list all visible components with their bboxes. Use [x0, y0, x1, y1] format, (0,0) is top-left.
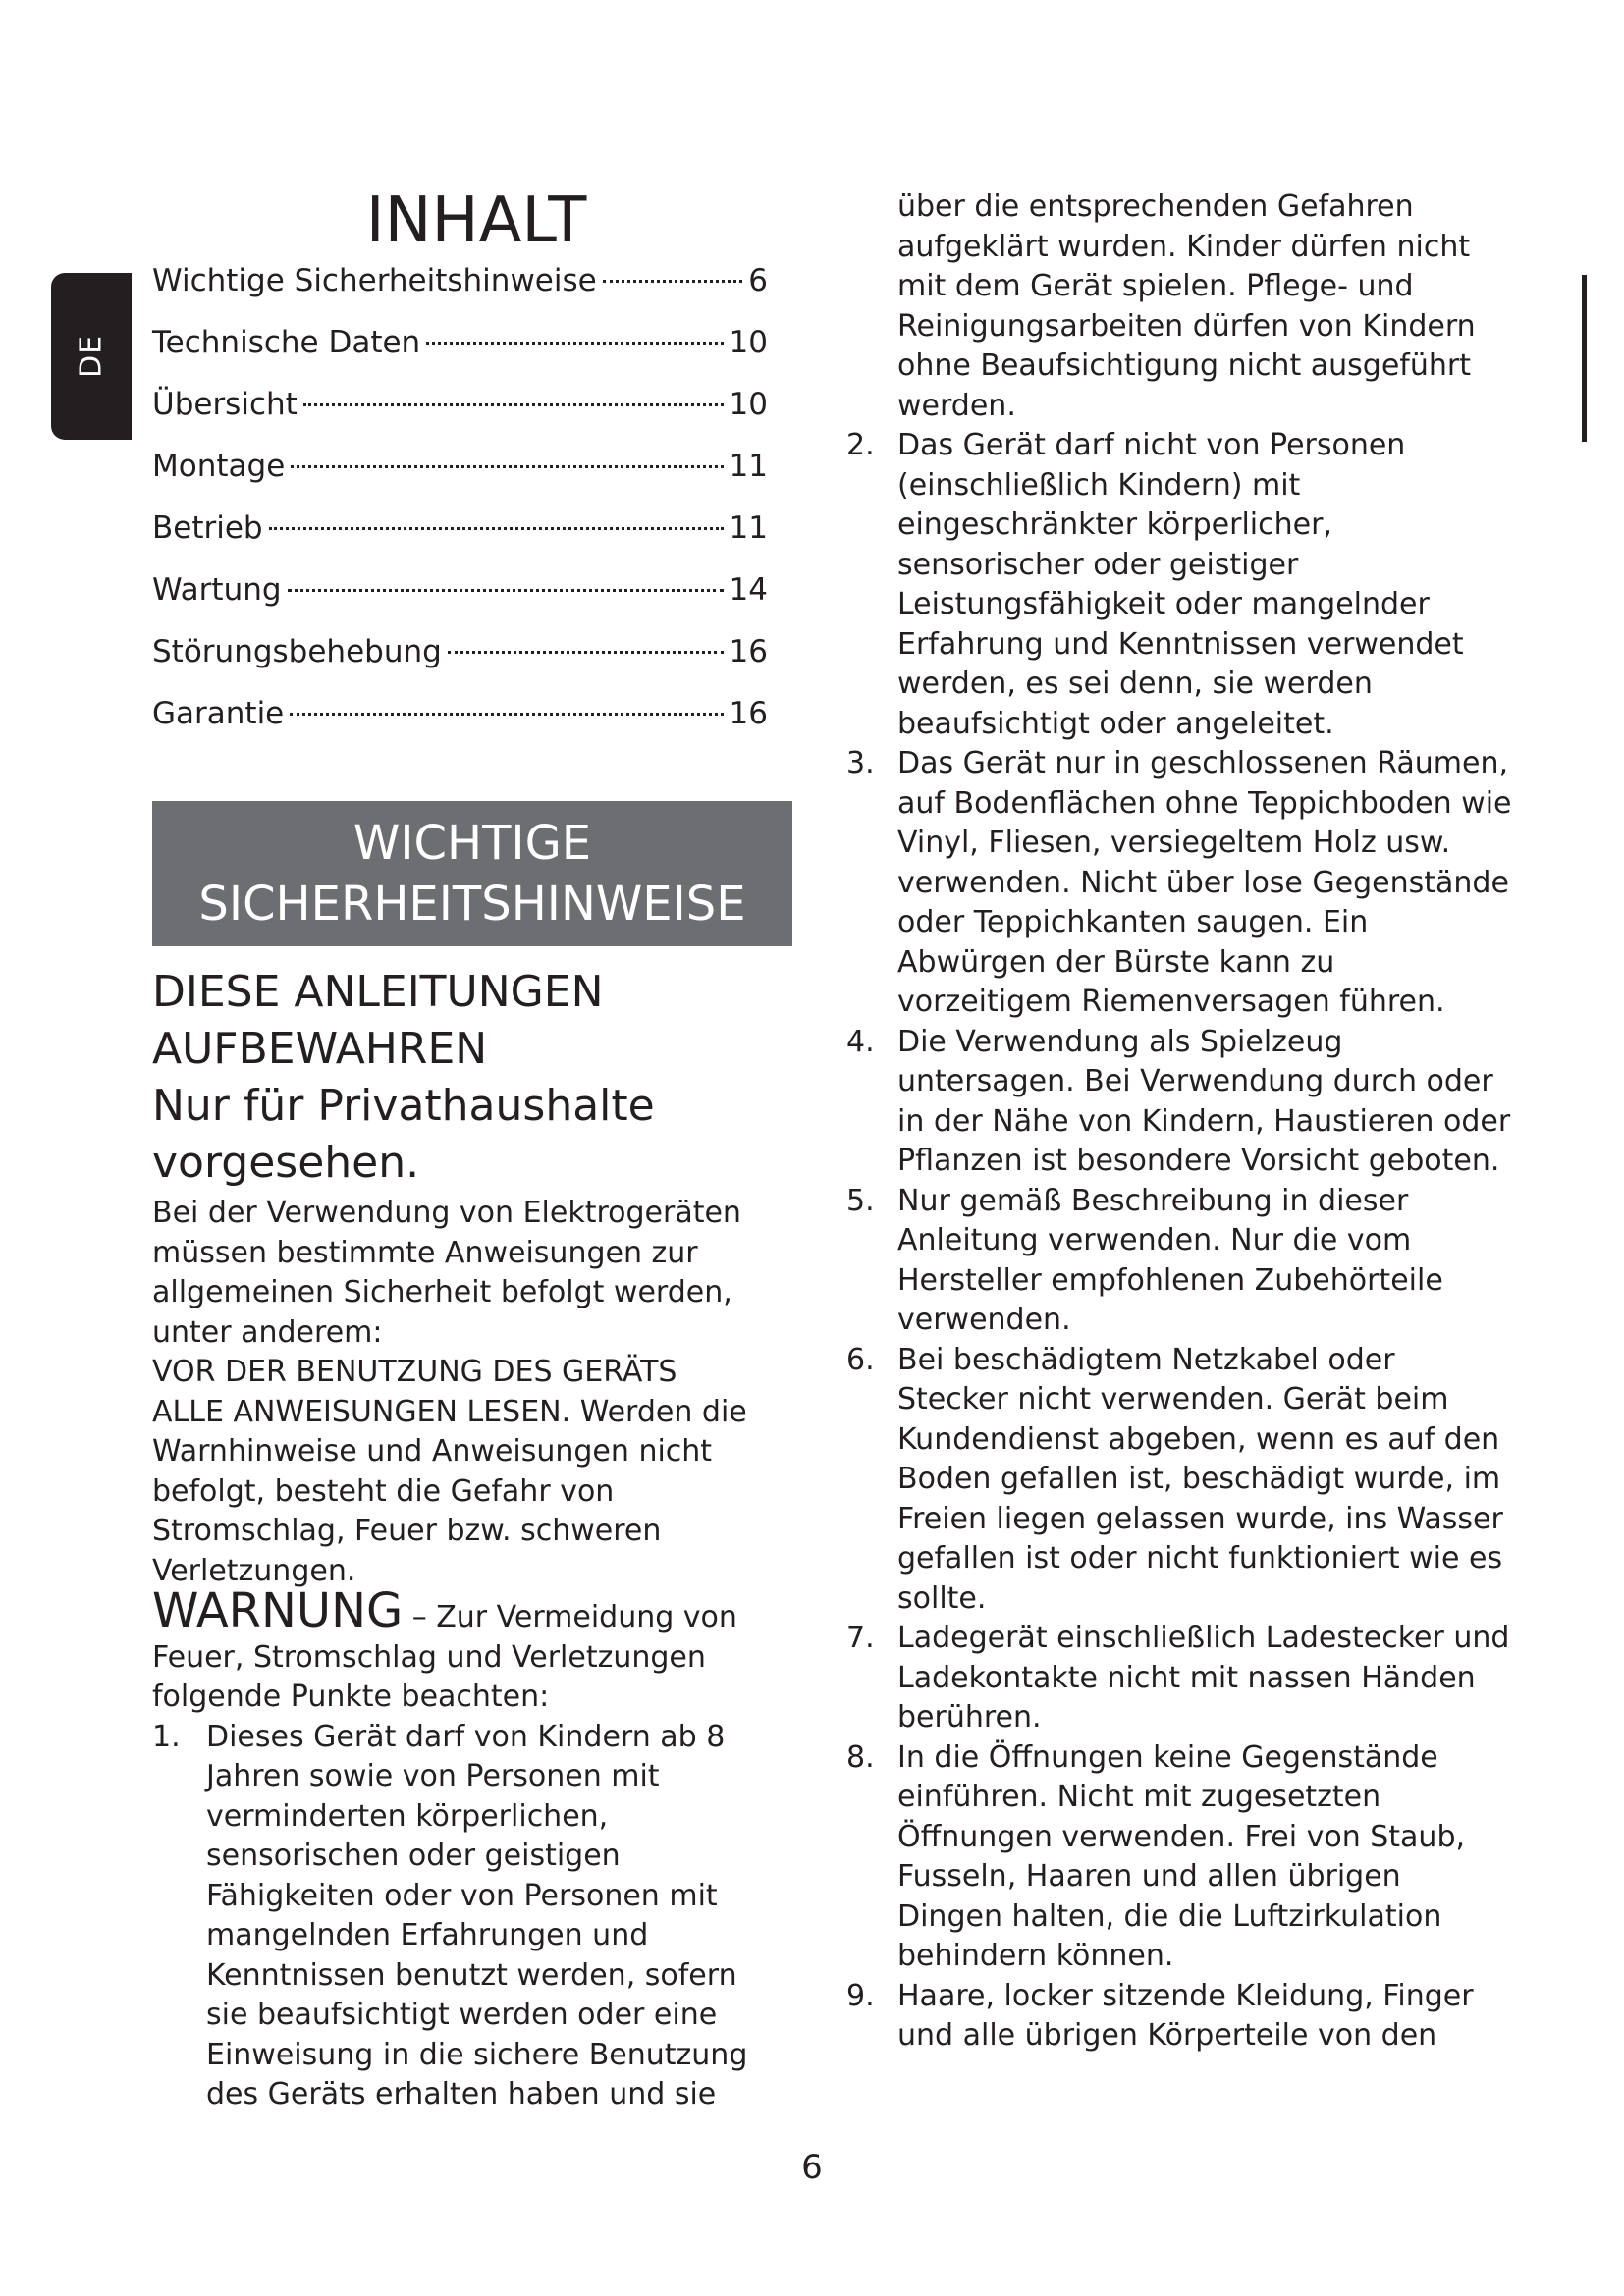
- toc-entry-page: 10: [729, 387, 768, 422]
- toc-leader-dots: [291, 465, 723, 468]
- toc-entry-page: 11: [729, 449, 768, 484]
- toc-leader-dots: [269, 527, 724, 530]
- toc-entry[interactable]: [152, 634, 768, 696]
- toc-entry-page: 10: [729, 325, 768, 360]
- toc-entry-page: 16: [729, 634, 768, 669]
- caps-line2: ALLE ANWEISUNGEN LESEN.: [152, 1394, 571, 1429]
- subheading-household-line1: Nur für Privathaushalte: [152, 1081, 655, 1131]
- list-item: [846, 1619, 1514, 1738]
- toc-entry-label: Betrieb: [152, 510, 263, 546]
- toc-leader-dots: [603, 280, 743, 283]
- list-item: [846, 426, 1514, 744]
- toc-entry-label: Garantie: [152, 696, 285, 731]
- right-column: [846, 187, 1514, 2056]
- toc-entry[interactable]: [152, 572, 768, 634]
- caps-paragraph: [152, 1353, 781, 1591]
- toc-entry[interactable]: [152, 387, 768, 449]
- heading-keep-instructions-line1: DIESE ANLEITUNGEN: [152, 967, 604, 1017]
- intro-paragraph: Bei der Verwendung von Elektrogeräten müssen bestimmte Anweisungen zur allgemeinen Sicherheit befolgt werden, unter anderem:: [152, 1196, 741, 1350]
- caps-followup: Werden die Warnhinweise und Anweisungen nicht befolgt, besteht die Gefahr von Stromschlag, Feuer bzw. schweren Verletzungen.: [152, 1394, 747, 1588]
- toc-entry-label: Montage: [152, 449, 286, 484]
- toc-leader-dots: [426, 342, 723, 345]
- toc-entry-page: 14: [729, 572, 768, 608]
- warning-word: WARNUNG: [152, 1583, 404, 1638]
- list-item-text: Ladegerät einschließlich Ladestecker und Ladekontakte nicht mit nassen Händen berühren.: [897, 1621, 1510, 1735]
- toc-leader-dots: [290, 713, 723, 716]
- list-item: [846, 1182, 1514, 1341]
- list-item-number: 8.: [846, 1739, 875, 1775]
- section-banner-line1: WICHTIGE: [352, 816, 592, 871]
- language-tab-label: DE: [74, 334, 109, 379]
- list-item-text: Die Verwendung als Spielzeug untersagen. Bei Verwendung durch oder in der Nähe von Kindern, Haustieren oder Pflanzen ist besondere Vorsicht geboten.: [897, 1024, 1511, 1178]
- toc-entry-page: 16: [729, 696, 768, 731]
- toc-entry[interactable]: [152, 449, 768, 510]
- list-item: [846, 1738, 1514, 1977]
- page-edge-marker: [1582, 275, 1587, 442]
- safety-list-right: [846, 426, 1514, 2056]
- list-item-number: 9.: [846, 1978, 875, 2013]
- list-item-text: In die Öffnungen keine Gegenstände einführen. Nicht mit zugesetzten Öffnungen verwenden. Frei von Staub, Fusseln, Haaren und allen übrigen Dingen halten, die die Luftzirkulation behindern können.: [897, 1739, 1466, 1973]
- toc-title: INHALT: [365, 185, 587, 257]
- section-banner-line2: SICHERHEITSHINWEISE: [198, 877, 746, 932]
- list-item-text: Dieses Gerät darf von Kindern ab 8 Jahren sowie von Personen mit verminderten körperlichen, sensorischen oder geistigen Fähigkeiten oder von Personen mit mangelnden Erfahrungen und Kenntnissen benutzt werden, sofern sie beaufsichtigt werden oder eine Einweisung in die sichere Benutzung des Geräts erhalten haben und sie: [206, 1719, 748, 2111]
- toc-entry-page: 6: [748, 263, 768, 298]
- list-item-number: 6.: [846, 1342, 875, 1377]
- left-column: [152, 964, 781, 2115]
- list-item-text: Haare, locker sitzende Kleidung, Finger und alle übrigen Körperteile von den: [897, 1978, 1474, 2053]
- list-item-number: 5.: [846, 1183, 875, 1218]
- section-banner: [152, 801, 792, 946]
- list-item: [846, 744, 1514, 1023]
- list-item-number: 7.: [846, 1621, 875, 1655]
- list-item-text: Das Gerät nur in geschlossenen Räumen, auf Bodenflächen ohne Teppichboden wie Vinyl, Fliesen, versiegeltem Holz usw. verwenden. Nicht über lose Gegenstände oder Teppichkanten saugen. Ein Abwürgen der Bürste kann zu vorzeitigem Riemenversagen führen.: [897, 746, 1512, 1019]
- toc-leader-dots: [288, 589, 724, 592]
- toc-entry[interactable]: [152, 696, 768, 758]
- toc-entry[interactable]: [152, 325, 768, 387]
- subheading-household-line2: vorgesehen.: [152, 1138, 420, 1188]
- safety-list-left: [152, 1718, 781, 2115]
- toc-entry-label: Technische Daten: [152, 325, 421, 360]
- toc-leader-dots: [448, 651, 724, 654]
- toc-entry[interactable]: [152, 263, 768, 325]
- list-item-number: 1.: [152, 1719, 181, 1754]
- list-item-text: Bei beschädigtem Netzkabel oder Stecker nicht verwenden. Gerät beim Kundendienst abgeben, wenn es auf den Boden gefallen ist, beschädigt wurde, im Freien liegen gelassen wurde, ins Wasser gefallen ist oder nicht funktioniert wie es sollte.: [897, 1342, 1503, 1616]
- language-tab: [51, 273, 132, 440]
- list-item: [846, 1341, 1514, 1620]
- list-item: [846, 1023, 1514, 1182]
- list-item: [152, 1718, 781, 2115]
- toc-leader-dots: [303, 403, 724, 406]
- list-item-number: 4.: [846, 1024, 875, 1059]
- toc-entry-page: 11: [729, 510, 768, 546]
- list-item-number: 3.: [846, 746, 875, 780]
- page-number: 6: [801, 2148, 823, 2187]
- toc-entry-label: Wichtige Sicherheitshinweise: [152, 263, 597, 298]
- caps-line1: VOR DER BENUTZUNG DES GERÄTS: [152, 1355, 677, 1389]
- toc-entry[interactable]: [152, 510, 768, 572]
- warning-paragraph: [152, 1583, 781, 1718]
- toc-entry-label: Störungsbehebung: [152, 634, 442, 669]
- list-item-text: Das Gerät darf nicht von Personen (einschließlich Kindern) mit eingeschränkter körperlicher, sensorischer oder geistiger Leistungsfähigkeit oder mangelnder Erfahrung und Kenntnissen verwendet werden, es sei denn, sie werden beaufsichtigt oder angeleitet.: [897, 428, 1464, 741]
- toc-entry-label: Wartung: [152, 572, 282, 608]
- list-item-number: 2.: [846, 428, 875, 462]
- table-of-contents: [152, 263, 768, 758]
- list-item: [846, 1977, 1514, 2056]
- warning-text: – Zur Vermeidung von Feuer, Stromschlag und Verletzungen folgende Punkte beachten:: [152, 1600, 737, 1714]
- heading-keep-instructions-line2: AUFBEWAHREN: [152, 1024, 488, 1074]
- continuation-paragraph: über die entsprechenden Gefahren aufgeklärt wurden. Kinder dürfen nicht mit dem Gerät spielen. Pflege- und Reinigungsarbeiten dürfen von Kindern ohne Beaufsichtigung nicht ausgeführt werden.: [897, 189, 1476, 423]
- list-item-text: Nur gemäß Beschreibung in dieser Anleitung verwenden. Nur die vom Hersteller empfohlenen Zubehörteile verwenden.: [897, 1183, 1443, 1337]
- toc-entry-label: Übersicht: [152, 387, 298, 422]
